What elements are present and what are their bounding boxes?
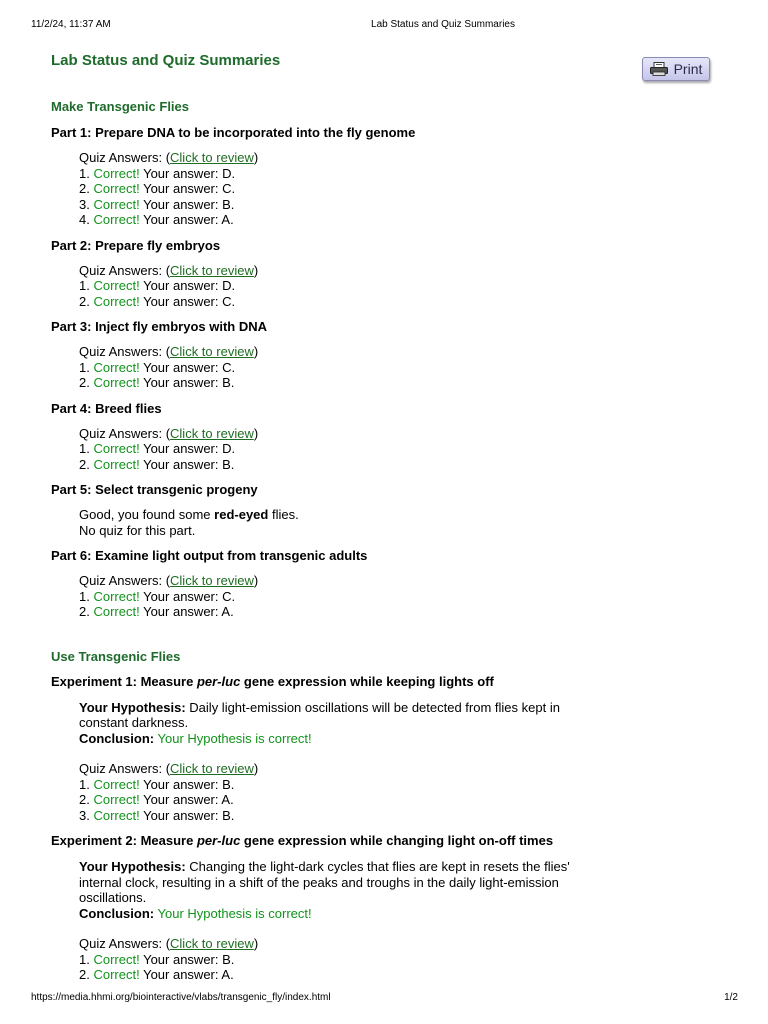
answer-value: A. xyxy=(221,792,234,807)
answer-result: Correct! xyxy=(93,456,140,472)
quiz-answer-row xyxy=(79,375,611,391)
quiz-answers-close: ) xyxy=(253,344,259,359)
quiz-answer-row xyxy=(79,166,611,182)
part-2-quiz xyxy=(51,263,611,310)
part-6-title: Part 6: Examine light output from transgenic adults xyxy=(51,548,368,563)
hypothesis-text: Daily light-emission oscillations will be detected from flies kept in constant darkness. xyxy=(79,699,560,730)
quiz-answers-close: ) xyxy=(253,761,259,776)
experiment-title-text: Experiment 1: Measure xyxy=(51,673,197,689)
answer-result: Correct! xyxy=(93,604,140,619)
answer-value: C. xyxy=(222,293,236,309)
quiz-answers-line xyxy=(79,426,611,442)
conclusion-text: Your Hypothesis is correct! xyxy=(157,730,312,746)
quiz-answers-label: Quiz Answers: ( xyxy=(79,344,171,359)
printer-icon xyxy=(650,62,668,76)
part-4-title: Part 4: Breed flies xyxy=(51,400,162,416)
quiz-answer-row xyxy=(79,181,611,197)
quiz-answers-line xyxy=(79,344,611,360)
quiz-answer-row xyxy=(79,589,611,605)
answer-value: B. xyxy=(222,196,235,212)
experiment-title-gene: per-luc xyxy=(196,833,241,848)
your-answer-label: Your answer: xyxy=(143,588,219,604)
quiz-answer-row xyxy=(79,212,611,228)
answer-result: Correct! xyxy=(93,278,140,293)
your-answer-label: Your answer: xyxy=(143,212,219,227)
quiz-answer-row xyxy=(79,294,611,310)
quiz-answers-line xyxy=(79,761,611,777)
answer-number: 4. xyxy=(79,212,90,227)
your-answer-label: Your answer: xyxy=(143,181,219,196)
answer-number: 1. xyxy=(79,278,90,293)
answer-value: B. xyxy=(222,456,235,472)
hypothesis-label: Your Hypothesis: xyxy=(79,859,186,874)
answer-value: A. xyxy=(221,967,234,982)
print-button-label: Print xyxy=(673,61,703,77)
your-answer-label: Your answer: xyxy=(143,441,219,456)
answer-value: A. xyxy=(221,212,234,227)
answer-value: C. xyxy=(222,181,236,196)
quiz-answers-close: ) xyxy=(253,936,259,951)
your-answer-label: Your answer: xyxy=(143,967,219,982)
part-3-title: Part 3: Inject fly embryos with DNA xyxy=(51,319,267,334)
click-to-review-link[interactable]: Click to review xyxy=(170,761,254,776)
part-3-quiz xyxy=(51,344,611,391)
answer-result: Correct! xyxy=(93,165,140,181)
answer-value: B. xyxy=(222,951,235,967)
click-to-review-link[interactable]: Click to review xyxy=(170,150,254,165)
answer-number: 1. xyxy=(79,951,90,967)
answer-value: B. xyxy=(222,776,235,792)
quiz-answer-row xyxy=(79,604,611,620)
your-answer-label: Your answer: xyxy=(143,293,219,309)
print-footer-url: https://media.hhmi.org/biointeractive/vlabs/transgenic_fly/index.html xyxy=(31,992,331,1003)
section-title-make-transgenic-flies: Make Transgenic Flies xyxy=(51,99,190,114)
print-header-date: 11/2/24, 11:37 AM xyxy=(31,19,111,30)
quiz-answers-label: Quiz Answers: ( xyxy=(79,761,171,776)
experiment-1-body xyxy=(51,700,611,824)
quiz-answer-row xyxy=(79,952,611,968)
answer-number: 2. xyxy=(79,792,90,807)
answer-value: B. xyxy=(222,807,235,823)
answer-result: Correct! xyxy=(93,212,140,227)
your-answer-label: Your answer: xyxy=(143,456,219,472)
answer-result: Correct! xyxy=(93,196,140,212)
hypothesis-line xyxy=(79,700,611,731)
quiz-answer-row xyxy=(79,441,611,457)
quiz-answers-close: ) xyxy=(253,150,259,165)
conclusion-label: Conclusion: xyxy=(79,730,155,746)
section-title-use-transgenic-flies: Use Transgenic Flies xyxy=(51,648,181,664)
answer-number: 2. xyxy=(79,604,90,619)
quiz-answers-line xyxy=(79,150,611,166)
answer-number: 2. xyxy=(79,181,90,196)
quiz-answers-line xyxy=(79,936,611,952)
conclusion-text: Your Hypothesis is correct! xyxy=(157,905,312,921)
quiz-answer-row xyxy=(79,967,611,983)
experiment-2-body xyxy=(51,859,611,983)
answer-value: D. xyxy=(222,278,236,293)
your-answer-label: Your answer: xyxy=(143,165,219,181)
print-button[interactable] xyxy=(642,57,710,81)
answer-result: Correct! xyxy=(93,792,140,807)
your-answer-label: Your answer: xyxy=(143,604,219,619)
your-answer-label: Your answer: xyxy=(143,278,219,293)
conclusion-label: Conclusion: xyxy=(79,905,155,921)
quiz-answers-label: Quiz Answers: ( xyxy=(79,573,171,588)
answer-number: 1. xyxy=(79,441,90,456)
hypothesis-line xyxy=(79,859,611,906)
answer-number: 3. xyxy=(79,196,90,212)
part-6-quiz xyxy=(51,573,611,620)
answer-number: 2. xyxy=(79,293,90,309)
print-header-title: Lab Status and Quiz Summaries xyxy=(371,19,515,30)
conclusion-line xyxy=(79,731,611,747)
your-answer-label: Your answer: xyxy=(143,196,219,212)
note-text: Good, you found some xyxy=(79,507,215,522)
quiz-answers-line xyxy=(79,573,611,589)
quiz-answers-label: Quiz Answers: ( xyxy=(79,262,171,278)
experiment-title-gene: per-luc xyxy=(196,673,241,689)
quiz-answers-close: ) xyxy=(253,573,259,588)
part-2-title: Part 2: Prepare fly embryos xyxy=(51,237,221,253)
answer-number: 3. xyxy=(79,807,90,823)
answer-result: Correct! xyxy=(93,441,140,456)
answer-result: Correct! xyxy=(93,807,140,823)
quiz-answer-row xyxy=(79,808,611,824)
your-answer-label: Your answer: xyxy=(143,776,219,792)
answer-number: 1. xyxy=(79,359,90,375)
note-text-end: flies. xyxy=(268,507,299,522)
answer-result: Correct! xyxy=(93,951,140,967)
page-title: Lab Status and Quiz Summaries xyxy=(51,52,281,69)
quiz-answer-row xyxy=(79,777,611,793)
click-to-review-link[interactable]: Click to review xyxy=(170,262,254,278)
conclusion-line xyxy=(79,906,611,922)
your-answer-label: Your answer: xyxy=(143,951,219,967)
quiz-answers-label: Quiz Answers: ( xyxy=(79,150,171,165)
summary-content xyxy=(51,51,611,983)
click-to-review-link[interactable]: Click to review xyxy=(170,344,254,359)
answer-number: 2. xyxy=(79,375,90,390)
your-answer-label: Your answer: xyxy=(143,807,219,823)
answer-result: Correct! xyxy=(93,359,140,375)
click-to-review-link[interactable]: Click to review xyxy=(170,425,254,441)
experiment-title-text: Experiment 2: Measure xyxy=(51,833,197,848)
answer-value: D. xyxy=(222,441,236,456)
answer-number: 1. xyxy=(79,776,90,792)
click-to-review-link[interactable]: Click to review xyxy=(170,573,254,588)
answer-number: 2. xyxy=(79,967,90,982)
quiz-answer-row xyxy=(79,197,611,213)
quiz-answers-label: Quiz Answers: ( xyxy=(79,425,171,441)
answer-value: B. xyxy=(222,375,235,390)
experiment-title-rest: gene expression while changing light on-off times xyxy=(240,833,554,848)
answer-value: C. xyxy=(222,359,236,375)
note-bold: red-eyed xyxy=(214,507,269,522)
no-quiz-note: No quiz for this part. xyxy=(79,522,196,538)
quiz-answers-close: ) xyxy=(253,425,259,441)
quiz-answer-row xyxy=(79,360,611,376)
experiment-2-title xyxy=(51,833,611,849)
answer-result: Correct! xyxy=(93,293,140,309)
quiz-answer-row xyxy=(79,278,611,294)
your-answer-label: Your answer: xyxy=(143,375,219,390)
quiz-answers-close: ) xyxy=(253,262,259,278)
part-5-note xyxy=(51,507,611,538)
answer-number: 1. xyxy=(79,588,90,604)
answer-result: Correct! xyxy=(93,181,140,196)
quiz-answers-line xyxy=(79,263,611,279)
quiz-answers-label: Quiz Answers: ( xyxy=(79,936,171,951)
hypothesis-text: Changing the light-dark cycles that flies are kept in resets the flies' internal clock, resulting in a shift of the peaks and troughs in the daily light-emission oscillations. xyxy=(79,859,570,905)
print-footer-page-number: 1/2 xyxy=(724,992,738,1003)
your-answer-label: Your answer: xyxy=(143,792,219,807)
experiment-1-title xyxy=(51,674,611,690)
answer-value: D. xyxy=(222,165,236,181)
experiment-title-rest: gene expression while keeping lights off xyxy=(240,673,494,689)
answer-result: Correct! xyxy=(93,776,140,792)
part-4-quiz xyxy=(51,426,611,473)
progeny-note xyxy=(79,507,611,523)
answer-value: C. xyxy=(222,588,236,604)
quiz-answer-row xyxy=(79,457,611,473)
answer-result: Correct! xyxy=(93,967,140,982)
quiz-answer-row xyxy=(79,792,611,808)
part-1-title: Part 1: Prepare DNA to be incorporated into the fly genome xyxy=(51,125,416,140)
your-answer-label: Your answer: xyxy=(143,359,219,375)
part-1-quiz xyxy=(51,150,611,228)
answer-number: 1. xyxy=(79,165,90,181)
hypothesis-label: Your Hypothesis: xyxy=(79,699,186,715)
part-5-title: Part 5: Select transgenic progeny xyxy=(51,482,258,497)
answer-result: Correct! xyxy=(93,375,140,390)
click-to-review-link[interactable]: Click to review xyxy=(170,936,254,951)
answer-value: A. xyxy=(221,604,234,619)
answer-number: 2. xyxy=(79,456,90,472)
answer-result: Correct! xyxy=(93,588,140,604)
